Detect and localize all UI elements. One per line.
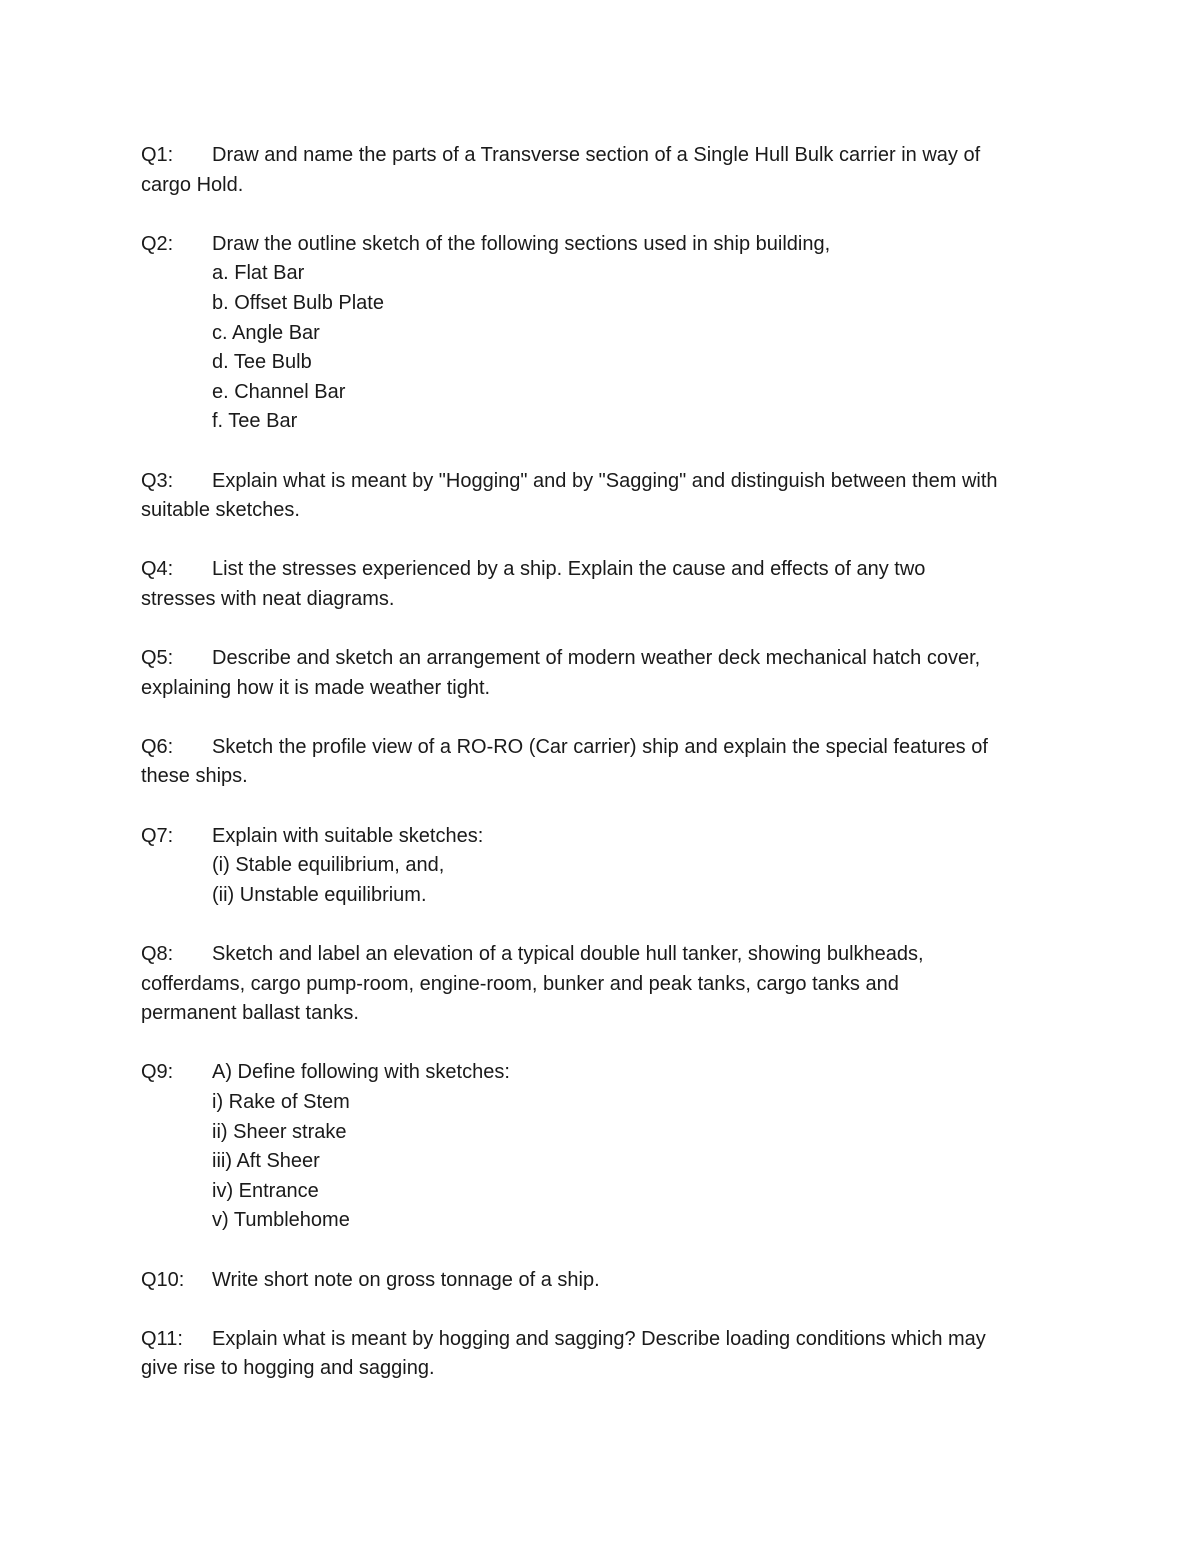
question-text: Draw the outline sketch of the following sections used in ship building,	[212, 232, 831, 255]
question-11	[141, 1325, 1071, 1384]
question-sub-item: c. Angle Bar	[212, 321, 320, 344]
question-first-line	[141, 555, 1071, 585]
question-10	[141, 1266, 1071, 1296]
question-sub-item: i) Rake of Stem	[212, 1091, 350, 1113]
question-continuation: cofferdams, cargo pump-room, engine-room, bunker and peak tanks, cargo tanks and permanent ballast tanks.	[141, 972, 899, 1025]
question-sub-item: iv) Entrance	[212, 1179, 319, 1202]
question-number: Q11:	[141, 1327, 183, 1350]
question-first-line	[141, 1266, 1071, 1296]
question-first-line	[141, 1325, 1071, 1355]
question-sub-item: a. Flat Bar	[212, 262, 305, 285]
question-sub-item: d. Tee Bulb	[212, 351, 312, 374]
question-sub-item: (ii) Unstable equilibrium.	[212, 883, 427, 906]
question-number: Q10:	[141, 1268, 185, 1291]
question-first-line	[141, 733, 1071, 763]
question-text: Explain with suitable sketches:	[212, 824, 484, 847]
question-sub-item: b. Offset Bulb Plate	[212, 291, 384, 314]
question-text: Draw and name the parts of a Transverse section of a Single Hull Bulk carrier in way of	[212, 144, 981, 166]
question-text: Write short note on gross tonnage of a ship.	[212, 1268, 600, 1291]
question-first-line	[141, 141, 1071, 171]
question-3	[141, 467, 1071, 526]
question-text: Explain what is meant by "Hogging" and by "Sagging" and distinguish between them with	[212, 469, 998, 492]
question-text: List the stresses experienced by a ship. Explain the cause and effects of any two	[212, 558, 926, 581]
question-text: Sketch the profile view of a RO-RO (Car carrier) ship and explain the special features of	[212, 735, 988, 758]
question-first-line	[141, 230, 1071, 260]
question-sub-item: ii) Sheer strake	[212, 1120, 347, 1143]
question-text: Sketch and label an elevation of a typical double hull tanker, showing bulkheads,	[212, 943, 924, 966]
question-continuation: explaining how it is made weather tight.	[141, 676, 491, 699]
question-4	[141, 555, 1071, 614]
question-number: Q7:	[141, 824, 174, 847]
question-continuation: cargo Hold.	[141, 173, 244, 196]
question-number: Q3:	[141, 469, 174, 492]
question-6	[141, 733, 1071, 792]
question-sub-item: iii) Aft Sheer	[212, 1150, 320, 1173]
question-number: Q9:	[141, 1061, 174, 1084]
question-number: Q1:	[141, 144, 174, 166]
question-text: A) Define following with sketches:	[212, 1061, 510, 1084]
question-continuation: these ships.	[141, 765, 248, 788]
question-9	[141, 1058, 1071, 1236]
question-number: Q2:	[141, 232, 174, 255]
question-continuation: stresses with neat diagrams.	[141, 587, 395, 610]
question-5	[141, 644, 1071, 703]
question-7	[141, 822, 1071, 911]
question-sub-item: e. Channel Bar	[212, 380, 346, 403]
question-first-line	[141, 1058, 1071, 1088]
question-sub-item: (i) Stable equilibrium, and,	[212, 854, 445, 877]
question-number: Q6:	[141, 735, 174, 758]
question-2	[141, 230, 1071, 437]
question-list	[141, 141, 1071, 1414]
question-sub-item: v) Tumblehome	[212, 1209, 350, 1232]
question-first-line	[141, 822, 1071, 852]
question-text: Describe and sketch an arrangement of modern weather deck mechanical hatch cover,	[212, 647, 981, 670]
question-continuation: suitable sketches.	[141, 499, 300, 522]
question-1	[141, 141, 1071, 200]
question-text: Explain what is meant by hogging and sagging? Describe loading conditions which may	[212, 1327, 986, 1350]
question-first-line	[141, 467, 1071, 497]
question-number: Q8:	[141, 943, 174, 966]
question-first-line	[141, 644, 1071, 674]
question-number: Q4:	[141, 558, 174, 581]
question-continuation: give rise to hogging and sagging.	[141, 1357, 435, 1380]
question-8	[141, 940, 1071, 1029]
question-number: Q5:	[141, 647, 174, 670]
question-first-line	[141, 940, 1071, 970]
question-sub-item: f. Tee Bar	[212, 410, 298, 433]
